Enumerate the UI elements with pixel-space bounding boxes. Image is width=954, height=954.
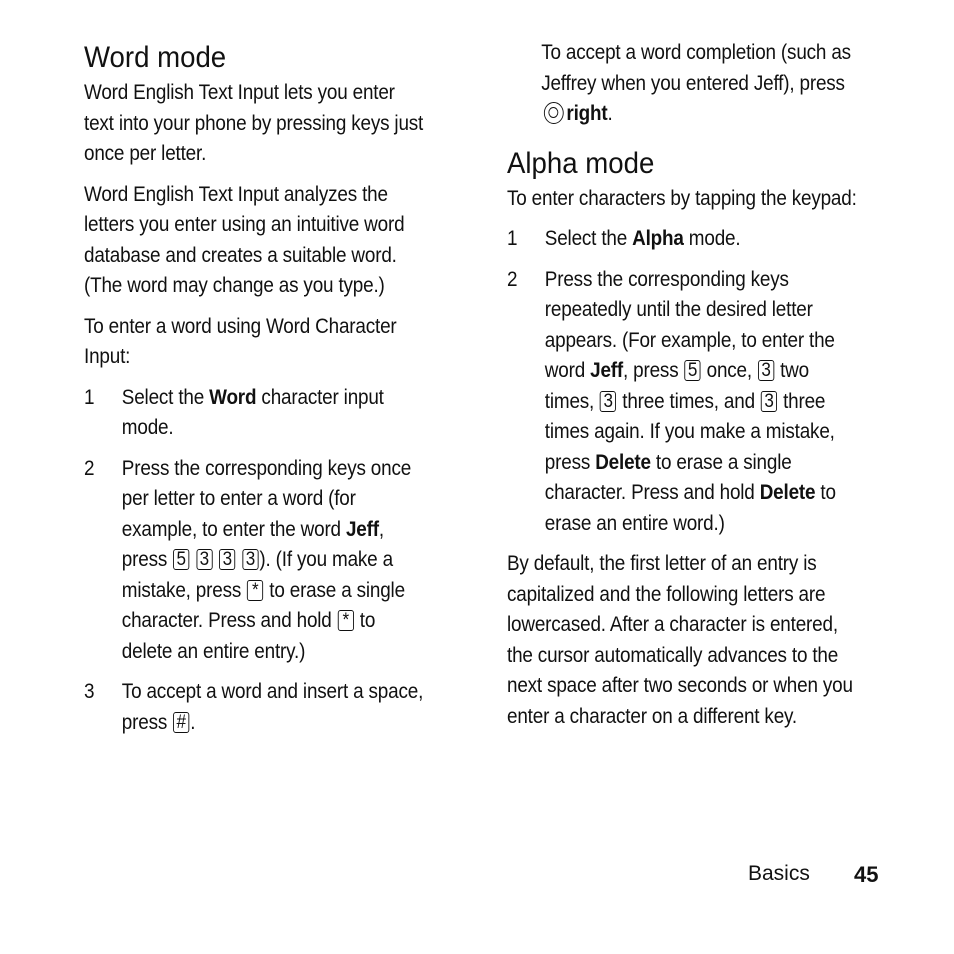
key-3-icon: 3 (758, 360, 774, 381)
right-column (507, 38, 897, 742)
word-step-3: 3 To accept a word and insert a space, press # . (84, 680, 424, 734)
key-3-icon: 3 (196, 549, 212, 570)
footer-section-name: Basics (748, 862, 810, 885)
word-completion-note: To accept a word completion (such as Jeffrey when you entered Jeff), press right. (541, 41, 851, 125)
key-3-icon: 3 (761, 391, 777, 412)
page-number: 45 (854, 862, 879, 887)
key-5-icon: 5 (173, 549, 189, 570)
alpha-mode-default-note: By default, the first letter of an entry is capitalized and the following letters are lowercased. After a character is entered, the cursor automatically advances to the next space after two seconds or when you enter a character on a different key. (507, 552, 853, 728)
word-mode-analysis: Word English Text Input analyzes the letters you enter using an intuitive word database and creates a suitable word. (The word may change as you type.) (84, 182, 405, 297)
key-star-icon: * (338, 610, 354, 631)
word-mode-instructions: To enter a word using Word Character Input: (84, 314, 397, 368)
key-3-icon: 3 (242, 549, 258, 570)
left-column (84, 38, 464, 748)
key-pound-icon: # (173, 712, 189, 733)
key-5-icon: 5 (684, 360, 700, 381)
word-step-2: 2 Press the corresponding keys once per letter to enter a word (for example, to enter the word Jeff, press 5 3 3 3 ). (If you make a mistake, press * to erase a single character. Press and hold * to delete an entire entry.) (84, 456, 412, 663)
nav-key-icon (544, 102, 564, 124)
word-step-1: 1 Select the Word character input mode. (84, 385, 384, 439)
key-star-icon: * (247, 580, 263, 601)
word-mode-heading: Word mode (84, 41, 227, 74)
alpha-mode-heading: Alpha mode (507, 146, 655, 180)
right-body (507, 184, 858, 733)
key-3-icon: 3 (219, 549, 235, 570)
page-footer (748, 862, 879, 887)
left-body (84, 78, 426, 738)
key-3-icon: 3 (600, 391, 616, 412)
alpha-step-1: 1 Select the Alpha mode. (507, 227, 741, 250)
alpha-step-2: 2 Press the corresponding keys repeatedly until the desired letter appears. (For example, to enter the word Jeff, press 5 once, 3 two times, 3 three times, and 3 three times again. If you make a mistake, press Delete to erase a single character. Press and hold Delete to erase an entire word.) (507, 267, 836, 535)
word-mode-intro: Word English Text Input lets you enter text into your phone by pressing keys just once per letter. (84, 81, 424, 165)
alpha-mode-intro: To enter characters by tapping the keypad: (507, 186, 857, 210)
